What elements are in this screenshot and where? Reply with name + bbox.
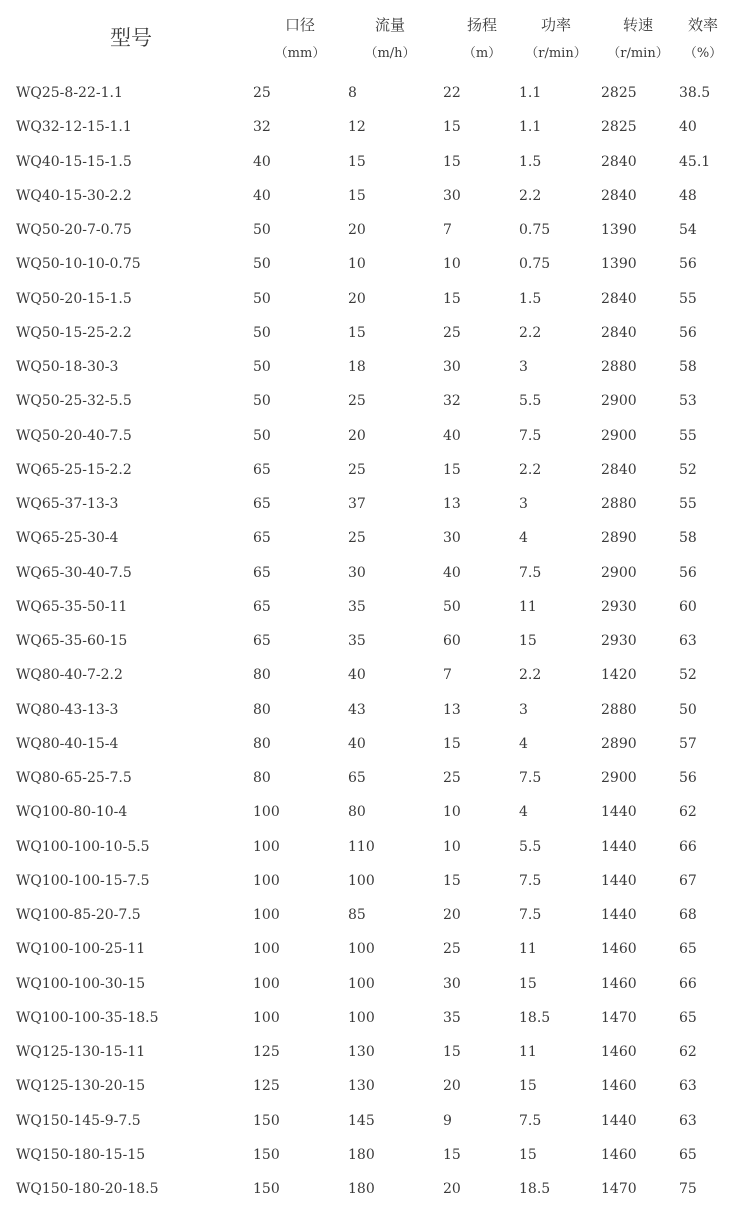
cell-flow: 85 <box>348 907 366 923</box>
cell-flow: 35 <box>348 633 366 649</box>
cell-power: 0.75 <box>519 256 551 273</box>
cell-flow: 25 <box>348 461 366 478</box>
table-body <box>0 76 750 1206</box>
cell-head: 9 <box>443 1112 452 1129</box>
cell-efficiency: 50 <box>679 701 697 718</box>
cell-model: WQ65-35-60-15 <box>16 633 128 649</box>
cell-efficiency: 57 <box>679 735 697 752</box>
cell-power: 15 <box>519 975 537 992</box>
cell-speed: 1440 <box>601 838 637 855</box>
cell-efficiency: 65 <box>679 941 697 958</box>
table-row <box>0 1069 750 1103</box>
cell-speed: 2840 <box>601 290 637 307</box>
cell-diameter: 80 <box>253 667 271 684</box>
cell-power: 11 <box>519 1044 537 1060</box>
cell-model: WQ80-43-13-3 <box>16 701 119 718</box>
cell-flow: 100 <box>348 872 375 889</box>
table-row <box>0 1001 750 1035</box>
cell-flow: 180 <box>348 1181 375 1197</box>
cell-diameter: 150 <box>253 1112 280 1129</box>
table-row <box>0 145 750 179</box>
cell-efficiency: 65 <box>679 1146 697 1163</box>
cell-speed: 2825 <box>601 85 637 101</box>
cell-speed: 2825 <box>601 119 637 136</box>
cell-flow: 40 <box>348 735 366 752</box>
header-model: 型号 <box>110 26 152 50</box>
header-speed-unit: （r/min） <box>607 46 669 61</box>
header-diameter <box>255 14 345 62</box>
cell-speed: 1440 <box>601 1112 637 1129</box>
cell-head: 40 <box>443 564 461 581</box>
cell-power: 3 <box>519 701 528 718</box>
cell-efficiency: 40 <box>679 119 697 136</box>
cell-head: 15 <box>443 119 461 136</box>
cell-efficiency: 67 <box>679 872 697 889</box>
cell-efficiency: 63 <box>679 1112 697 1129</box>
cell-efficiency: 66 <box>679 975 697 992</box>
table-row <box>0 624 750 658</box>
cell-diameter: 65 <box>253 633 271 649</box>
cell-model: WQ25-8-22-1.1 <box>16 85 123 101</box>
cell-efficiency: 75 <box>679 1181 697 1197</box>
cell-efficiency: 48 <box>679 187 697 204</box>
table-row <box>0 1104 750 1138</box>
cell-power: 1.1 <box>519 119 542 136</box>
cell-model: WQ65-25-15-2.2 <box>16 461 132 478</box>
cell-model: WQ100-100-10-5.5 <box>16 838 150 855</box>
cell-efficiency: 62 <box>679 804 697 821</box>
cell-flow: 18 <box>348 359 366 375</box>
cell-head: 10 <box>443 804 461 821</box>
header-speed-name: 转速 <box>622 16 653 34</box>
cell-head: 10 <box>443 256 461 273</box>
table-row <box>0 898 750 932</box>
cell-head: 20 <box>443 1181 461 1197</box>
cell-power: 7.5 <box>519 564 542 581</box>
cell-flow: 40 <box>348 667 366 684</box>
cell-head: 7 <box>443 667 452 684</box>
cell-power: 18.5 <box>519 1009 551 1026</box>
table-row <box>0 247 750 281</box>
cell-model: WQ65-35-50-11 <box>16 598 128 615</box>
cell-model: WQ40-15-15-1.5 <box>16 153 132 170</box>
cell-speed: 2930 <box>601 598 637 615</box>
cell-flow: 15 <box>348 324 366 341</box>
cell-head: 10 <box>443 838 461 855</box>
cell-power: 2.2 <box>519 187 542 204</box>
cell-flow: 100 <box>348 1009 375 1026</box>
table-row <box>0 453 750 487</box>
cell-diameter: 50 <box>253 427 271 444</box>
header-efficiency <box>658 14 748 62</box>
cell-efficiency: 52 <box>679 667 697 684</box>
cell-diameter: 100 <box>253 1009 280 1026</box>
cell-speed: 2930 <box>601 633 637 649</box>
cell-model: WQ100-85-20-7.5 <box>16 907 141 923</box>
cell-model: WQ65-25-30-4 <box>16 530 119 547</box>
cell-diameter: 100 <box>253 804 280 821</box>
table-row <box>0 795 750 829</box>
cell-diameter: 65 <box>253 530 271 547</box>
cell-speed: 2840 <box>601 187 637 204</box>
cell-head: 40 <box>443 427 461 444</box>
header-flow-unit: （m/h） <box>364 46 416 61</box>
table-row <box>0 1138 750 1172</box>
table-row <box>0 110 750 144</box>
cell-efficiency: 53 <box>679 393 697 410</box>
cell-flow: 145 <box>348 1112 375 1129</box>
header-power <box>511 14 601 62</box>
cell-flow: 80 <box>348 804 366 821</box>
header-diameter-name: 口径 <box>284 16 315 34</box>
cell-head: 15 <box>443 153 461 170</box>
cell-efficiency: 56 <box>679 324 697 341</box>
cell-diameter: 50 <box>253 359 271 375</box>
header-power-unit: （r/min） <box>525 46 587 61</box>
table-row <box>0 521 750 555</box>
table-row <box>0 350 750 384</box>
cell-power: 1.5 <box>519 290 542 307</box>
cell-efficiency: 60 <box>679 598 697 615</box>
cell-head: 25 <box>443 324 461 341</box>
cell-efficiency: 63 <box>679 633 697 649</box>
header-flow <box>345 14 435 62</box>
cell-efficiency: 38.5 <box>679 85 711 101</box>
cell-model: WQ80-40-7-2.2 <box>16 667 123 684</box>
cell-diameter: 65 <box>253 598 271 615</box>
header-flow-name: 流量 <box>374 16 405 34</box>
cell-speed: 2900 <box>601 770 637 786</box>
cell-head: 25 <box>443 770 461 786</box>
cell-speed: 1460 <box>601 941 637 958</box>
cell-speed: 2840 <box>601 324 637 341</box>
cell-speed: 2880 <box>601 701 637 718</box>
cell-diameter: 32 <box>253 119 271 136</box>
cell-speed: 1460 <box>601 975 637 992</box>
cell-power: 3 <box>519 496 528 512</box>
cell-diameter: 150 <box>253 1181 280 1197</box>
cell-model: WQ50-20-40-7.5 <box>16 427 132 444</box>
cell-model: WQ125-130-20-15 <box>16 1078 146 1095</box>
cell-flow: 12 <box>348 119 366 136</box>
cell-speed: 1420 <box>601 667 637 684</box>
cell-flow: 20 <box>348 222 366 238</box>
cell-efficiency: 52 <box>679 461 697 478</box>
cell-diameter: 65 <box>253 496 271 512</box>
cell-flow: 20 <box>348 427 366 444</box>
cell-head: 30 <box>443 975 461 992</box>
table-row <box>0 213 750 247</box>
cell-diameter: 100 <box>253 907 280 923</box>
table-row <box>0 967 750 1001</box>
cell-head: 22 <box>443 85 461 101</box>
cell-power: 5.5 <box>519 393 542 410</box>
cell-head: 32 <box>443 393 461 410</box>
cell-speed: 2880 <box>601 359 637 375</box>
cell-speed: 2880 <box>601 496 637 512</box>
cell-power: 1.5 <box>519 153 542 170</box>
cell-head: 20 <box>443 1078 461 1095</box>
cell-speed: 1440 <box>601 872 637 889</box>
cell-model: WQ150-180-20-18.5 <box>16 1181 159 1197</box>
cell-efficiency: 55 <box>679 427 697 444</box>
cell-flow: 15 <box>348 153 366 170</box>
cell-flow: 25 <box>348 393 366 410</box>
cell-power: 15 <box>519 1146 537 1163</box>
cell-flow: 10 <box>348 256 366 273</box>
cell-power: 7.5 <box>519 872 542 889</box>
table-row <box>0 282 750 316</box>
cell-flow: 100 <box>348 975 375 992</box>
cell-power: 15 <box>519 1078 537 1095</box>
cell-model: WQ50-25-32-5.5 <box>16 393 132 410</box>
cell-model: WQ50-15-25-2.2 <box>16 324 132 341</box>
cell-flow: 25 <box>348 530 366 547</box>
cell-model: WQ150-180-15-15 <box>16 1146 146 1163</box>
cell-speed: 1470 <box>601 1181 637 1197</box>
cell-speed: 2900 <box>601 393 637 410</box>
cell-power: 15 <box>519 633 537 649</box>
cell-diameter: 100 <box>253 941 280 958</box>
cell-diameter: 80 <box>253 701 271 718</box>
cell-head: 30 <box>443 530 461 547</box>
cell-speed: 2840 <box>601 153 637 170</box>
cell-diameter: 80 <box>253 770 271 786</box>
cell-power: 5.5 <box>519 838 542 855</box>
cell-diameter: 100 <box>253 872 280 889</box>
cell-speed: 2840 <box>601 461 637 478</box>
cell-power: 4 <box>519 530 528 547</box>
cell-flow: 8 <box>348 85 357 101</box>
cell-power: 7.5 <box>519 427 542 444</box>
cell-head: 60 <box>443 633 461 649</box>
cell-head: 20 <box>443 907 461 923</box>
table-row <box>0 316 750 350</box>
cell-efficiency: 62 <box>679 1044 697 1060</box>
cell-diameter: 50 <box>253 393 271 410</box>
cell-efficiency: 66 <box>679 838 697 855</box>
cell-flow: 100 <box>348 941 375 958</box>
cell-flow: 35 <box>348 598 366 615</box>
table-row <box>0 384 750 418</box>
table-row <box>0 590 750 624</box>
table-row <box>0 556 750 590</box>
header-head-name: 扬程 <box>466 16 497 34</box>
cell-flow: 65 <box>348 770 366 786</box>
cell-flow: 20 <box>348 290 366 307</box>
cell-speed: 2900 <box>601 564 637 581</box>
cell-diameter: 50 <box>253 324 271 341</box>
cell-efficiency: 56 <box>679 256 697 273</box>
cell-diameter: 100 <box>253 838 280 855</box>
header-power-name: 功率 <box>540 16 571 34</box>
cell-diameter: 125 <box>253 1044 280 1060</box>
cell-model: WQ125-130-15-11 <box>16 1044 146 1060</box>
cell-model: WQ50-10-10-0.75 <box>16 256 141 273</box>
cell-model: WQ40-15-30-2.2 <box>16 187 132 204</box>
cell-model: WQ50-20-7-0.75 <box>16 222 132 238</box>
cell-diameter: 100 <box>253 975 280 992</box>
cell-speed: 2890 <box>601 735 637 752</box>
cell-diameter: 40 <box>253 153 271 170</box>
cell-speed: 1460 <box>601 1078 637 1095</box>
cell-head: 13 <box>443 496 461 512</box>
cell-head: 15 <box>443 290 461 307</box>
table-row <box>0 932 750 966</box>
cell-power: 7.5 <box>519 907 542 923</box>
cell-power: 0.75 <box>519 222 551 238</box>
cell-efficiency: 68 <box>679 907 697 923</box>
table-row <box>0 1172 750 1206</box>
cell-head: 7 <box>443 222 452 238</box>
cell-flow: 130 <box>348 1078 375 1095</box>
cell-speed: 1460 <box>601 1146 637 1163</box>
cell-diameter: 150 <box>253 1146 280 1163</box>
cell-power: 2.2 <box>519 667 542 684</box>
cell-efficiency: 56 <box>679 564 697 581</box>
cell-power: 1.1 <box>519 85 542 101</box>
cell-speed: 1440 <box>601 804 637 821</box>
cell-head: 13 <box>443 701 461 718</box>
cell-diameter: 25 <box>253 85 271 101</box>
cell-diameter: 40 <box>253 187 271 204</box>
cell-model: WQ100-80-10-4 <box>16 804 128 821</box>
cell-speed: 1390 <box>601 256 637 273</box>
cell-power: 18.5 <box>519 1181 551 1197</box>
cell-head: 30 <box>443 187 461 204</box>
cell-model: WQ65-30-40-7.5 <box>16 564 132 581</box>
table-row <box>0 76 750 110</box>
cell-model: WQ100-100-30-15 <box>16 975 146 992</box>
cell-speed: 2900 <box>601 427 637 444</box>
cell-head: 15 <box>443 735 461 752</box>
cell-efficiency: 45.1 <box>679 153 711 170</box>
cell-efficiency: 58 <box>679 359 697 375</box>
cell-model: WQ32-12-15-1.1 <box>16 119 132 136</box>
cell-diameter: 125 <box>253 1078 280 1095</box>
cell-power: 4 <box>519 735 528 752</box>
cell-diameter: 50 <box>253 256 271 273</box>
cell-efficiency: 65 <box>679 1009 697 1026</box>
cell-diameter: 50 <box>253 290 271 307</box>
cell-flow: 130 <box>348 1044 375 1060</box>
cell-model: WQ50-20-15-1.5 <box>16 290 132 307</box>
cell-diameter: 80 <box>253 735 271 752</box>
cell-model: WQ100-100-25-11 <box>16 941 146 958</box>
cell-head: 50 <box>443 598 461 615</box>
cell-diameter: 50 <box>253 222 271 238</box>
cell-diameter: 65 <box>253 564 271 581</box>
cell-power: 7.5 <box>519 1112 542 1129</box>
cell-model: WQ100-100-15-7.5 <box>16 872 150 889</box>
table-row <box>0 179 750 213</box>
cell-power: 4 <box>519 804 528 821</box>
cell-flow: 37 <box>348 496 366 512</box>
cell-power: 11 <box>519 598 537 615</box>
cell-speed: 1390 <box>601 222 637 238</box>
cell-flow: 110 <box>348 838 375 855</box>
table-row <box>0 864 750 898</box>
cell-head: 25 <box>443 941 461 958</box>
cell-speed: 1470 <box>601 1009 637 1026</box>
header-diameter-unit: （mm） <box>274 46 326 61</box>
cell-model: WQ80-40-15-4 <box>16 735 119 752</box>
cell-head: 15 <box>443 872 461 889</box>
cell-flow: 30 <box>348 564 366 581</box>
table-row <box>0 419 750 453</box>
cell-model: WQ50-18-30-3 <box>16 359 119 375</box>
cell-model: WQ80-65-25-7.5 <box>16 770 132 786</box>
cell-head: 15 <box>443 461 461 478</box>
table-row <box>0 727 750 761</box>
cell-efficiency: 55 <box>679 290 697 307</box>
table-header <box>0 0 750 78</box>
table-row <box>0 1035 750 1069</box>
cell-head: 35 <box>443 1009 461 1026</box>
cell-power: 2.2 <box>519 324 542 341</box>
cell-diameter: 65 <box>253 461 271 478</box>
cell-flow: 15 <box>348 187 366 204</box>
table-row <box>0 761 750 795</box>
table-row <box>0 487 750 521</box>
table-row <box>0 658 750 692</box>
cell-flow: 43 <box>348 701 366 718</box>
header-efficiency-unit: （%） <box>683 46 723 61</box>
cell-flow: 180 <box>348 1146 375 1163</box>
cell-efficiency: 58 <box>679 530 697 547</box>
cell-power: 11 <box>519 941 537 958</box>
cell-speed: 1440 <box>601 907 637 923</box>
cell-efficiency: 55 <box>679 496 697 512</box>
cell-model: WQ65-37-13-3 <box>16 496 119 512</box>
cell-power: 3 <box>519 359 528 375</box>
cell-speed: 1460 <box>601 1044 637 1060</box>
cell-model: WQ100-100-35-18.5 <box>16 1009 159 1026</box>
cell-speed: 2890 <box>601 530 637 547</box>
header-head-unit: （m） <box>462 46 502 61</box>
cell-power: 7.5 <box>519 770 542 786</box>
cell-head: 15 <box>443 1044 461 1060</box>
cell-efficiency: 54 <box>679 222 697 238</box>
cell-efficiency: 56 <box>679 770 697 786</box>
cell-efficiency: 63 <box>679 1078 697 1095</box>
table-row <box>0 693 750 727</box>
cell-power: 2.2 <box>519 461 542 478</box>
cell-model: WQ150-145-9-7.5 <box>16 1112 141 1129</box>
cell-head: 15 <box>443 1146 461 1163</box>
cell-head: 30 <box>443 359 461 375</box>
header-efficiency-name: 效率 <box>687 16 718 34</box>
table-row <box>0 830 750 864</box>
